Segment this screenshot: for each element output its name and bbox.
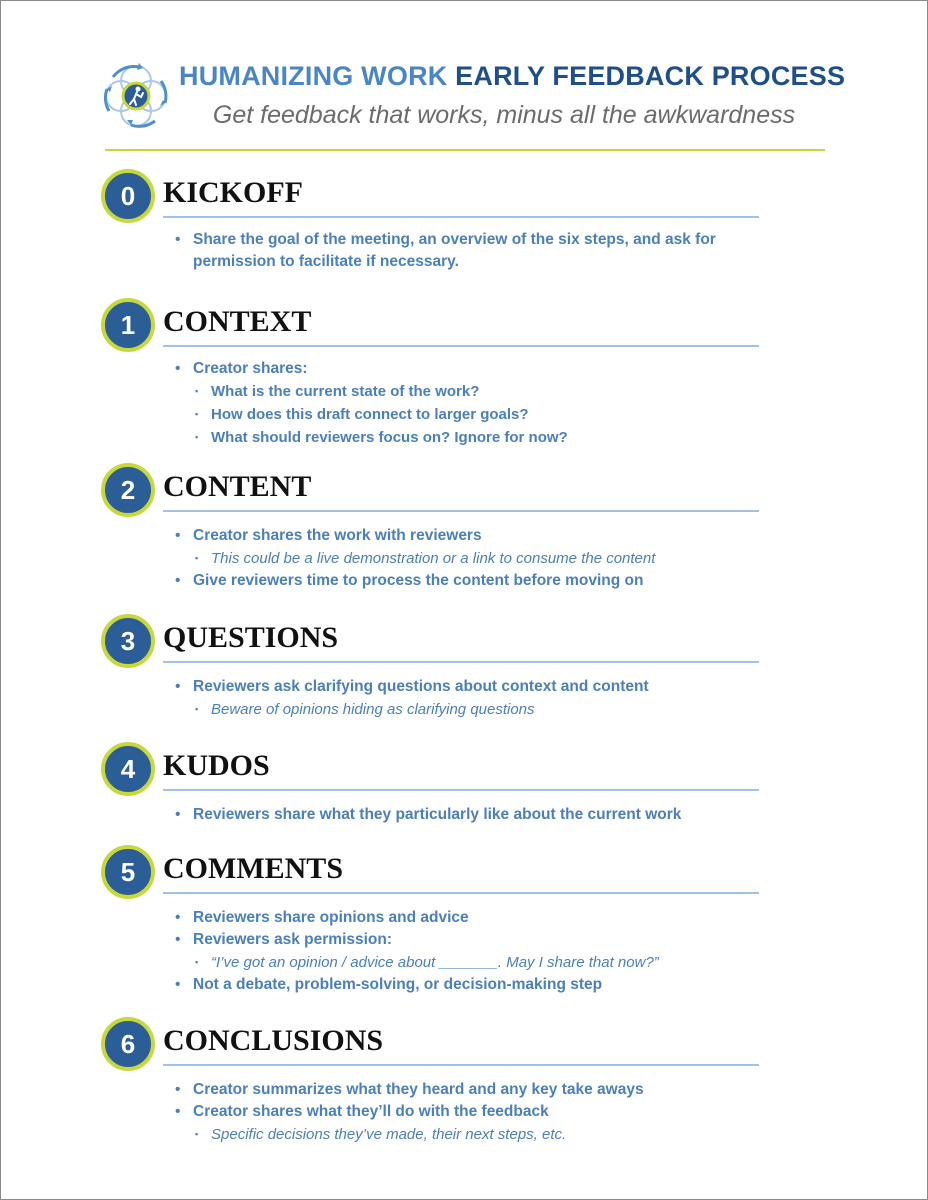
step-divider: [163, 216, 759, 218]
bullet-item: [175, 1101, 755, 1146]
sub-bullet-item: ▪ “I’ve got an opinion / advice about _______. May I share that now?”: [193, 951, 755, 974]
bullet-text: Creator shares the work with reviewers: [193, 527, 482, 544]
step-comments: [101, 845, 761, 1005]
step-bullets: [175, 1079, 755, 1146]
header: [99, 57, 846, 157]
step-divider: [163, 1064, 759, 1066]
step-kudos: [101, 742, 761, 837]
step-title: CONCLUSIONS: [163, 1024, 384, 1057]
bullet-text: Creator shares:: [193, 360, 308, 377]
step-number-badge: 1: [101, 298, 155, 352]
step-divider: [163, 661, 759, 663]
sub-bullets: [193, 951, 755, 974]
step-questions: [101, 614, 761, 734]
step-title: KUDOS: [163, 749, 270, 782]
step-title: CONTEXT: [163, 305, 312, 338]
step-context: [101, 298, 761, 448]
bullet-item: • Reviewers share what they particularly like about the current work: [175, 804, 755, 826]
step-number-badge: 2: [101, 463, 155, 517]
step-bullets: [175, 525, 755, 592]
title-brand: HUMANIZING WORK: [179, 61, 448, 91]
sub-bullet-item: ▪ How does this draft connect to larger goals?: [193, 403, 755, 426]
humanizing-work-logo-icon: [99, 59, 173, 133]
bullet-text: Reviewers ask permission:: [193, 931, 393, 948]
bullet-item: [175, 358, 755, 449]
document-title: [179, 61, 846, 92]
step-title: QUESTIONS: [163, 621, 339, 654]
bullet-item: • Reviewers share opinions and advice: [175, 907, 755, 929]
sub-bullets: [193, 698, 755, 721]
step-bullets: [175, 907, 755, 996]
step-divider: [163, 789, 759, 791]
step-divider: [163, 892, 759, 894]
step-bullets: [175, 804, 755, 826]
step-bullets: [175, 676, 755, 721]
step-number-badge: 0: [101, 169, 155, 223]
bullet-item: [175, 929, 755, 974]
step-divider: [163, 510, 759, 512]
bullet-item: • Creator summarizes what they heard and any key take aways: [175, 1079, 755, 1101]
step-number-badge: 6: [101, 1017, 155, 1071]
step-title: KICKOFF: [163, 176, 303, 209]
step-number-badge: 4: [101, 742, 155, 796]
step-title: CONTENT: [163, 470, 312, 503]
step-title: COMMENTS: [163, 852, 343, 885]
document-subtitle: Get feedback that works, minus all the awkwardness: [212, 101, 796, 129]
sub-bullets: [193, 380, 755, 449]
bullet-item: • Share the goal of the meeting, an overview of the six steps, and ask for permission to facilitate if necessary.: [175, 229, 755, 273]
bullet-item: • Give reviewers time to process the content before moving on: [175, 570, 755, 592]
bullet-item: [175, 525, 755, 570]
step-number-badge: 3: [101, 614, 155, 668]
sub-bullet-item: ▪ What should reviewers focus on? Ignore for now?: [193, 426, 755, 449]
header-divider: [105, 149, 825, 151]
step-number-badge: 5: [101, 845, 155, 899]
title-process: EARLY FEEDBACK PROCESS: [455, 61, 846, 91]
bullet-text: Reviewers ask clarifying questions about context and content: [193, 678, 649, 695]
sub-bullet-item: ▪ This could be a live demonstration or a link to consume the content: [193, 547, 755, 570]
sub-bullet-item: ▪ Beware of opinions hiding as clarifying questions: [193, 698, 755, 721]
step-kickoff: [101, 169, 761, 289]
sub-bullets: [193, 1123, 755, 1146]
step-bullets: [175, 358, 755, 449]
step-bullets: [175, 229, 755, 273]
sub-bullet-item: ▪ Specific decisions they’ve made, their next steps, etc.: [193, 1123, 755, 1146]
bullet-item: • Not a debate, problem-solving, or decision-making step: [175, 974, 755, 996]
bullet-item: [175, 676, 755, 721]
step-conclusions: [101, 1017, 761, 1167]
step-divider: [163, 345, 759, 347]
bullet-text: Creator shares what they’ll do with the feedback: [193, 1103, 549, 1120]
sub-bullet-item: ▪ What is the current state of the work?: [193, 380, 755, 403]
sub-bullets: [193, 547, 755, 570]
step-content: [101, 463, 761, 603]
